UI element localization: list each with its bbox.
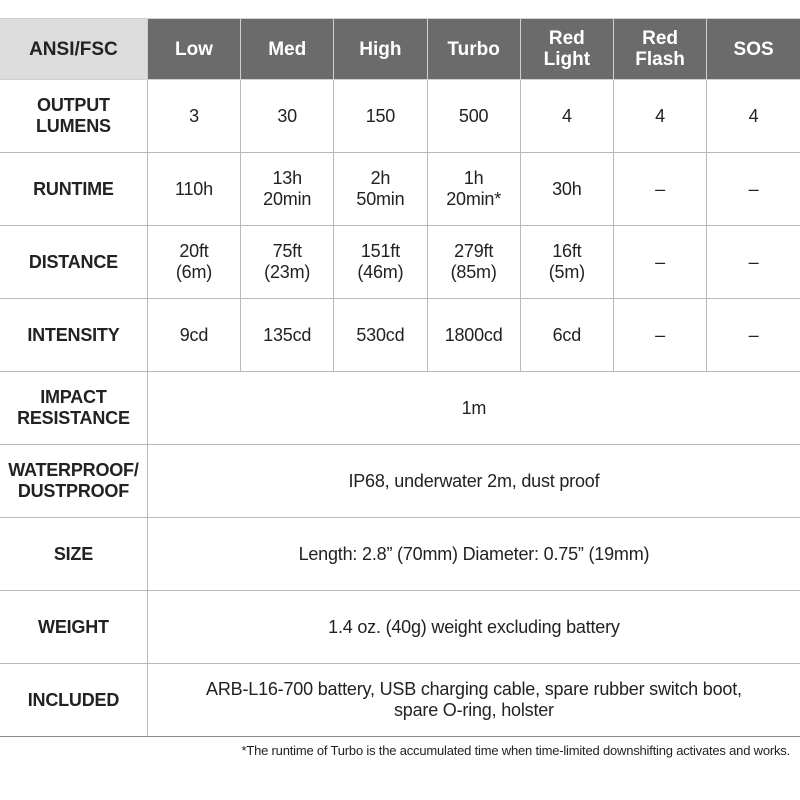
table-cell: 75ft (23m): [241, 226, 334, 299]
table-cell: 1800cd: [427, 299, 520, 372]
spanning-value: ARB-L16-700 battery, USB charging cable, spare rubber switch boot, spare O-ring, holster: [147, 664, 800, 737]
mode-header-low: Low: [147, 19, 240, 80]
row-runtime: [0, 153, 800, 226]
table-cell: 1h 20min*: [427, 153, 520, 226]
table-cell: –: [707, 299, 800, 372]
row-label: WEIGHT: [0, 591, 147, 664]
table-cell: 151ft (46m): [334, 226, 427, 299]
mode-header-turbo: Turbo: [427, 19, 520, 80]
footnote: *The runtime of Turbo is the accumulated time when time-limited downshifting activates and works.: [241, 743, 790, 758]
row-size: [0, 518, 800, 591]
row-label: IMPACT RESISTANCE: [0, 372, 147, 445]
table-cell: 30: [241, 80, 334, 153]
table-cell: 4: [613, 80, 706, 153]
row-waterproof: [0, 445, 800, 518]
table-cell: 9cd: [147, 299, 240, 372]
row-label: DISTANCE: [0, 226, 147, 299]
row-label: WATERPROOF/ DUSTPROOF: [0, 445, 147, 518]
row-label: INCLUDED: [0, 664, 147, 737]
row-included: [0, 664, 800, 737]
table-cell: 500: [427, 80, 520, 153]
mode-header-sos: SOS: [707, 19, 800, 80]
row-label: OUTPUT LUMENS: [0, 80, 147, 153]
table-cell: 2h 50min: [334, 153, 427, 226]
table-cell: 6cd: [520, 299, 613, 372]
row-output-lumens: [0, 80, 800, 153]
table-cell: 110h: [147, 153, 240, 226]
row-label: RUNTIME: [0, 153, 147, 226]
spec-table: [0, 18, 800, 737]
table-cell: 4: [520, 80, 613, 153]
table-cell: 16ft (5m): [520, 226, 613, 299]
mode-header-red-flash: Red Flash: [613, 19, 706, 80]
table-cell: 13h 20min: [241, 153, 334, 226]
table-cell: –: [613, 153, 706, 226]
row-weight: [0, 591, 800, 664]
table-cell: 150: [334, 80, 427, 153]
table-cell: –: [707, 226, 800, 299]
mode-header-red-light: Red Light: [520, 19, 613, 80]
spanning-value: Length: 2.8” (70mm) Diameter: 0.75” (19mm): [147, 518, 800, 591]
table-cell: 30h: [520, 153, 613, 226]
row-impact-resistance: [0, 372, 800, 445]
spanning-value: 1m: [147, 372, 800, 445]
table-cell: –: [707, 153, 800, 226]
table-cell: 279ft (85m): [427, 226, 520, 299]
row-distance: [0, 226, 800, 299]
mode-header-high: High: [334, 19, 427, 80]
table-cell: 20ft (6m): [147, 226, 240, 299]
row-label: INTENSITY: [0, 299, 147, 372]
table-cell: 135cd: [241, 299, 334, 372]
row-label: SIZE: [0, 518, 147, 591]
header-row: [0, 19, 800, 80]
table-cell: –: [613, 226, 706, 299]
row-intensity: [0, 299, 800, 372]
table-cell: 3: [147, 80, 240, 153]
table-cell: 4: [707, 80, 800, 153]
corner-header: ANSI/FSC: [0, 19, 147, 80]
spanning-value: 1.4 oz. (40g) weight excluding battery: [147, 591, 800, 664]
mode-header-med: Med: [241, 19, 334, 80]
spanning-value: IP68, underwater 2m, dust proof: [147, 445, 800, 518]
table-cell: 530cd: [334, 299, 427, 372]
table-cell: –: [613, 299, 706, 372]
